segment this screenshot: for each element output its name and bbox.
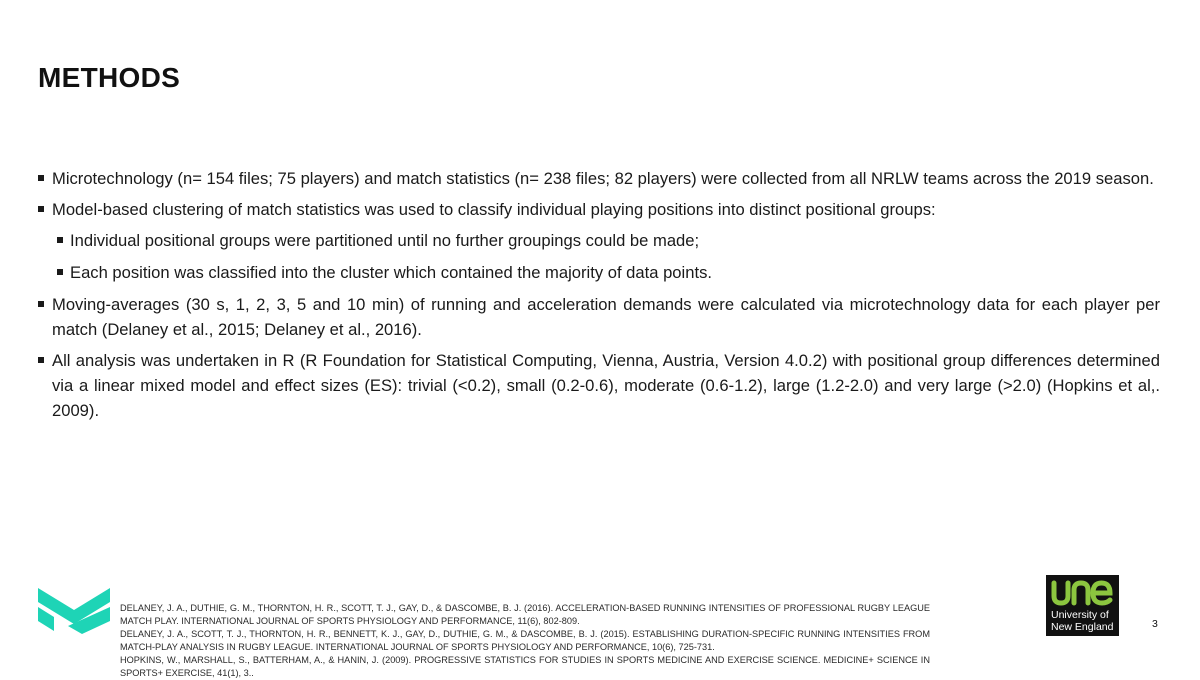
bullet-list [36,166,1160,429]
reference-item: DELANEY, J. A., SCOTT, T. J., THORNTON, H. R., BENNETT, K. J., GAY, D., DUTHIE, G. M., & DASCOMBE, B. J. (2015). ESTABLISHING DURATION-SPECIFIC RUNNING INTENSITIES FROM MATCH-PLAY ANALYSIS IN RUGBY LEAGUE. INTERNATIONAL JOURNAL OF SPORTS PHYSIOLOGY AND PERFORMANCE, 10(6), 725-731. [120,629,930,652]
page-number: 3 [1152,618,1158,630]
slide-title: METHODS [38,62,181,93]
une-logo [1046,575,1119,636]
reference-item: DELANEY, J. A., DUTHIE, G. M., THORNTON, H. R., SCOTT, T. J., GAY, D., & DASCOMBE, B. J. (2016). ACCELERATION-BASED RUNNING INTENSITIES OF PROFESSIONAL RUGBY LEAGUE MATCH PLAY. INTERNATIONAL JOURNAL OF SPORTS PHYSIOLOGY AND PERFORMANCE, 11(6), 802-809. [120,603,930,626]
sub-bullet-item: Individual positional groups were partitioned until no further groupings could be made; [36,228,1160,253]
square-bullet-icon [38,175,44,181]
bullet-item: Microtechnology (n= 154 files; 75 players) and match statistics (n= 238 files; 82 players) were collected from all NRLW teams across the 2019 season. [36,166,1160,191]
bullet-item: All analysis was undertaken in R (R Foundation for Statistical Computing, Vienna, Austria, Version 4.0.2) with positional group differences determined via a linear mixed model and effect sizes (ES): trivial (<0.2), small (0.2-0.6), moderate (0.6-1.2), large (1.2-2.0) and very large (>2.0) (Hopkins et al,. 2009). [36,348,1160,423]
une-logo-line2: New England [1051,621,1114,633]
une-logo-line1: University of [1051,609,1109,621]
bullet-item: Model-based clustering of match statistics was used to classify individual playing positions into distinct positional groups: [36,197,1160,222]
reference-item: HOPKINS, W., MARSHALL, S., BATTERHAM, A., & HANIN, J. (2009). PROGRESSIVE STATISTICS FOR STUDIES IN SPORTS MEDICINE AND EXERCISE SCIENCE. MEDICINE+ SCIENCE IN SPORTS+ EXERCISE, 41(1), 3.. [120,655,930,678]
square-bullet-icon [57,237,63,243]
une-wordmark-icon [1051,578,1114,606]
square-bullet-icon [57,269,63,275]
sub-bullet-item: Each position was classified into the cluster which contained the majority of data points. [36,260,1160,285]
references [120,602,930,680]
bullet-item: Moving-averages (30 s, 1, 2, 3, 5 and 10 min) of running and acceleration demands were calculated via microtechnology data for each player per match (Delaney et al., 2015; Delaney et al., 2016). [36,292,1160,342]
teal-chevron-logo-icon [38,588,110,634]
square-bullet-icon [38,301,44,307]
square-bullet-icon [38,206,44,212]
square-bullet-icon [38,357,44,363]
